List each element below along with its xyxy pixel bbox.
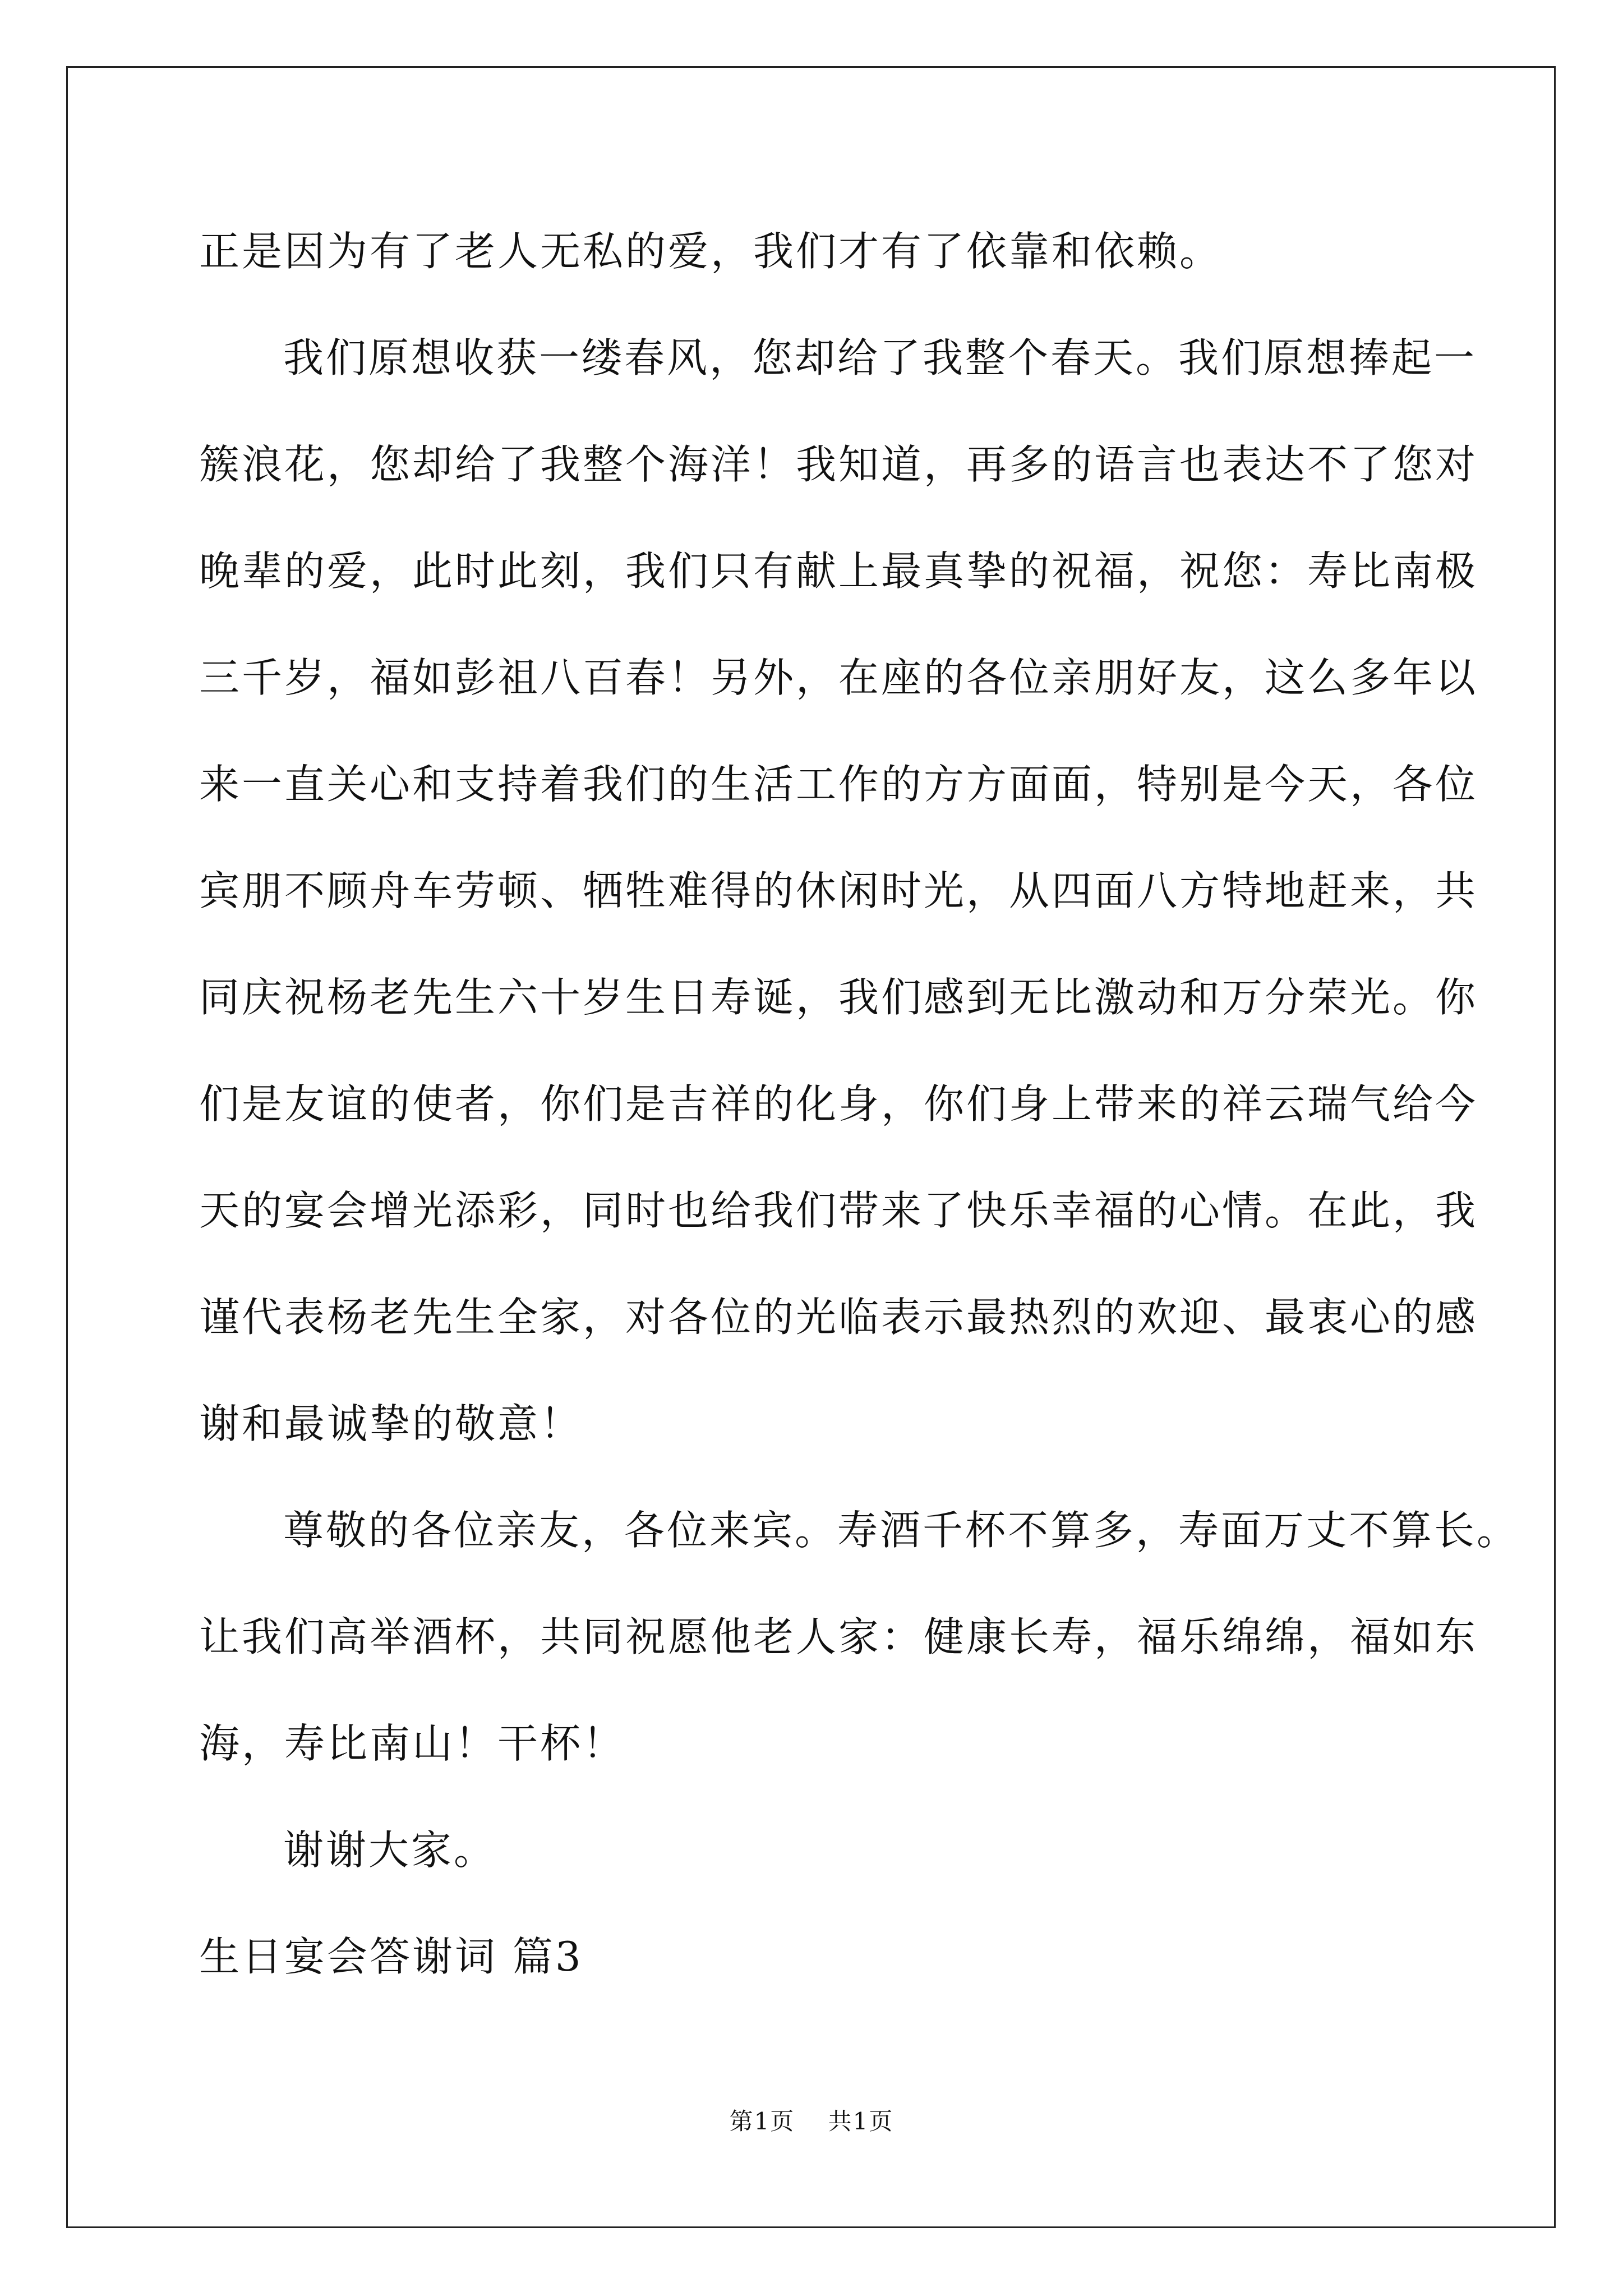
paragraph-line: 簇浪花，您却给了我整个海洋！我知道，再多的语言也表达不了您对 <box>199 441 1478 488</box>
page-border <box>66 66 1556 2228</box>
paragraph-line: 天的宴会增光添彩，同时也给我们带来了快乐幸福的心情。在此，我 <box>199 1187 1478 1234</box>
paragraph-line: 晚辈的爱，此时此刻，我们只有献上最真挚的祝福，祝您：寿比南极 <box>199 547 1478 595</box>
paragraph-line: 三千岁，福如彭祖八百春！另外，在座的各位亲朋好友，这么多年以 <box>199 654 1478 701</box>
paragraph-line: 让我们高举酒杯，共同祝愿他老人家：健康长寿，福乐绵绵，福如东 <box>199 1613 1478 1660</box>
paragraph-line: 我们原想收获一缕春风，您却给了我整个春天。我们原想捧起一 <box>283 334 1477 381</box>
paragraph-line: 尊敬的各位亲友，各位来宾。寿酒千杯不算多，寿面万丈不算长。 <box>283 1507 1520 1554</box>
paragraph-line: 谢和最诚挚的敬意！ <box>199 1400 583 1447</box>
paragraph-line: 宾朋不顾舟车劳顿、牺牲难得的休闲时光，从四面八方特地赶来，共 <box>199 867 1478 914</box>
paragraph-line: 同庆祝杨老先生六十岁生日寿诞，我们感到无比激动和万分荣光。你 <box>199 974 1478 1021</box>
paragraph-line: 谢谢大家。 <box>283 1826 497 1874</box>
paragraph-line: 们是友谊的使者，你们是吉祥的化身，你们身上带来的祥云瑞气给今 <box>199 1080 1478 1128</box>
page-total: 共1页 <box>828 2108 894 2135</box>
page-number: 第1页 <box>729 2108 795 2135</box>
section-heading: 生日宴会答谢词 篇3 <box>199 1933 583 1980</box>
paragraph-line: 海，寿比南山！干杯！ <box>199 1720 626 1767</box>
paragraph-line: 谨代表杨老先生全家，对各位的光临表示最热烈的欢迎、最衷心的感 <box>199 1294 1478 1341</box>
paragraph-line: 正是因为有了老人无私的爱，我们才有了依靠和依赖。 <box>199 228 1223 275</box>
page-footer <box>0 2105 1623 2138</box>
paragraph-line: 来一直关心和支持着我们的生活工作的方方面面，特别是今天，各位 <box>199 761 1478 808</box>
